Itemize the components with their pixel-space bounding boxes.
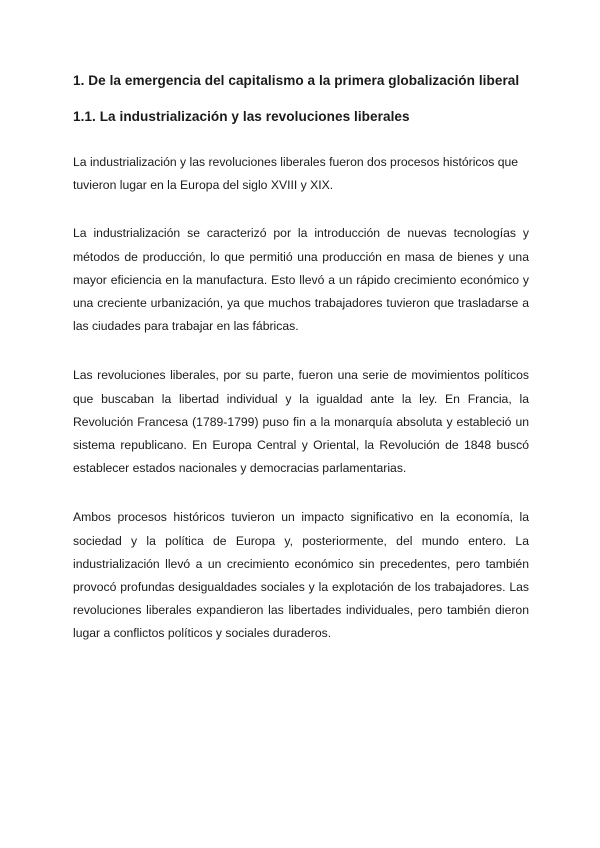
paragraph-liberal-revolutions: Las revoluciones liberales, por su parte, fueron una serie de movimientos políticos que buscaban la libertad individual y la igualdad ante la ley. En Francia, la Revolución Francesa (1789-1799) puso fin a la monarquía absoluta y estableció un sistema republicano. En Europa Central y Oriental, la Revolución de 1848 buscó establecer estados nacionales y democracias parlamentarias.	[73, 368, 529, 476]
paragraph-impact: Ambos procesos históricos tuvieron un impacto significativo en la economía, la sociedad y la política de Europa y, posteriormente, del mundo entero. La industrialización llevó a un crecimiento económico sin precedentes, pero también provocó profundas desigualdades sociales y la explotación de los trabajadores. Las revoluciones liberales expandieron las libertades individuales, pero también dieron lugar a conflictos políticos y sociales duraderos.	[73, 510, 529, 641]
subsection-heading: 1.1. La industrialización y las revoluciones liberales	[73, 109, 410, 124]
paragraph-industrialization: La industrialización se caracterizó por la introducción de nuevas tecnologías y métodos de producción, lo que permitió una producción en masa de bienes y una mayor eficiencia en la manufactura. Esto llevó a un rápido crecimiento económico y una creciente urbanización, ya que muchos trabajadores tuvieron que trasladarse a las ciudades para trabajar en las fábricas.	[73, 226, 529, 334]
document-page	[73, 70, 529, 672]
section-heading: 1. De la emergencia del capitalismo a la primera globalización liberal	[73, 73, 520, 88]
paragraph-intro: La industrialización y las revoluciones liberales fueron dos procesos históricos que tuvieron lugar en la Europa del siglo XVIII y XIX.	[73, 155, 519, 193]
